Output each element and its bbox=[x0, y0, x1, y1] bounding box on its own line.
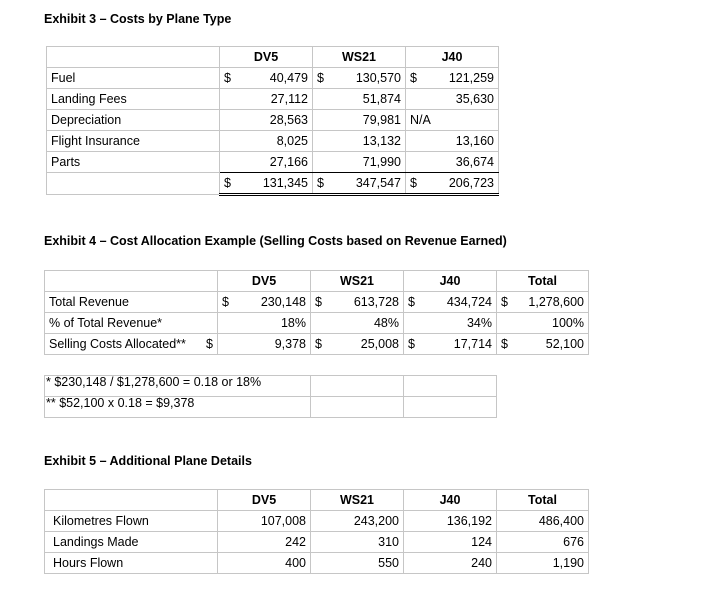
exhibit5-header-dv5: DV5 bbox=[218, 490, 311, 511]
table-row bbox=[45, 511, 589, 532]
cell-value: 676 bbox=[497, 532, 589, 553]
cell-value: 136,192 bbox=[404, 511, 497, 532]
cell-value: 9,378 bbox=[218, 334, 311, 355]
cell-value: 486,400 bbox=[497, 511, 589, 532]
total-value: 347,547 bbox=[355, 176, 401, 190]
row-label: Hours Flown bbox=[45, 553, 218, 574]
row-label: % of Total Revenue* bbox=[45, 313, 218, 334]
exhibit3-table bbox=[46, 46, 499, 196]
row-label: Parts bbox=[47, 152, 220, 173]
exhibit5-title: Exhibit 5 – Additional Plane Details bbox=[44, 454, 252, 468]
table-row bbox=[45, 292, 589, 313]
table-row bbox=[45, 553, 589, 574]
cell-value: 17,714 bbox=[453, 337, 492, 351]
row-label: Total Revenue bbox=[45, 292, 218, 313]
table-row bbox=[47, 110, 499, 131]
table-row bbox=[47, 68, 499, 89]
exhibit3-title: Exhibit 3 – Costs by Plane Type bbox=[44, 12, 232, 26]
dollar-sign: $ bbox=[317, 176, 324, 190]
cell-value: 8,025 bbox=[220, 131, 313, 152]
cell-value: 550 bbox=[311, 553, 404, 574]
exhibit5-table bbox=[44, 489, 589, 574]
exhibit5-header-ws21: WS21 bbox=[311, 490, 404, 511]
row-label: Depreciation bbox=[47, 110, 220, 131]
table-row bbox=[45, 334, 589, 355]
cell-value: 242 bbox=[218, 532, 311, 553]
dollar-sign: $ bbox=[315, 295, 322, 309]
dollar-sign: $ bbox=[408, 337, 415, 351]
cell-value: N/A bbox=[406, 110, 499, 131]
row-label bbox=[45, 334, 218, 355]
cell-value: 13,160 bbox=[406, 131, 499, 152]
exhibit4-header-total: Total bbox=[497, 271, 589, 292]
cell-value: 27,112 bbox=[220, 89, 313, 110]
cell-value: 1,278,600 bbox=[528, 295, 584, 309]
table-row bbox=[47, 152, 499, 173]
cell-value: 243,200 bbox=[311, 511, 404, 532]
cell-value: 35,630 bbox=[406, 89, 499, 110]
exhibit3-header-dv5: DV5 bbox=[220, 47, 313, 68]
exhibit4-header-ws21: WS21 bbox=[311, 271, 404, 292]
exhibit5-header-row bbox=[45, 490, 589, 511]
cell-value: 13,132 bbox=[313, 131, 406, 152]
cell-value: 48% bbox=[311, 313, 404, 334]
dollar-sign: $ bbox=[317, 71, 324, 85]
cell-value: 36,674 bbox=[406, 152, 499, 173]
exhibit3-header-ws21: WS21 bbox=[313, 47, 406, 68]
cell-value: 310 bbox=[311, 532, 404, 553]
exhibit3-header-row bbox=[47, 47, 499, 68]
cell-value: 613,728 bbox=[353, 295, 399, 309]
cell-value: 25,008 bbox=[360, 337, 399, 351]
cell-value: 400 bbox=[218, 553, 311, 574]
total-value: 131,345 bbox=[262, 176, 308, 190]
dollar-sign: $ bbox=[501, 337, 508, 351]
dollar-sign: $ bbox=[410, 176, 417, 190]
dollar-sign: $ bbox=[408, 295, 415, 309]
cell-value: 124 bbox=[404, 532, 497, 553]
row-label: Landing Fees bbox=[47, 89, 220, 110]
dollar-sign: $ bbox=[501, 295, 508, 309]
dollar-sign: $ bbox=[224, 176, 231, 190]
exhibit4-note-1: * $230,148 / $1,278,600 = 0.18 or 18% bbox=[46, 375, 262, 389]
exhibit4-header-dv5: DV5 bbox=[218, 271, 311, 292]
cell-value: 1,190 bbox=[497, 553, 589, 574]
row-label-text: Selling Costs Allocated** bbox=[49, 337, 186, 351]
cell-value: 121,259 bbox=[448, 71, 494, 85]
exhibit5-header-j40: J40 bbox=[404, 490, 497, 511]
cell-value: 100% bbox=[497, 313, 589, 334]
table-row bbox=[45, 313, 589, 334]
cell-value: 107,008 bbox=[218, 511, 311, 532]
total-value: 206,723 bbox=[448, 176, 494, 190]
cell-value: 28,563 bbox=[220, 110, 313, 131]
dollar-sign: $ bbox=[315, 337, 322, 351]
cell-value: 130,570 bbox=[355, 71, 401, 85]
dollar-sign: $ bbox=[224, 71, 231, 85]
exhibit4-header-j40: J40 bbox=[404, 271, 497, 292]
exhibit3-total-row bbox=[47, 173, 499, 195]
table-row bbox=[47, 89, 499, 110]
dollar-sign: $ bbox=[410, 71, 417, 85]
cell-value: 79,981 bbox=[313, 110, 406, 131]
cell-value: 40,479 bbox=[269, 71, 308, 85]
row-label: Flight Insurance bbox=[47, 131, 220, 152]
exhibit5-header-total: Total bbox=[497, 490, 589, 511]
cell-value: 27,166 bbox=[220, 152, 313, 173]
cell-value: 18% bbox=[218, 313, 311, 334]
cell-value: 434,724 bbox=[446, 295, 492, 309]
exhibit3-header-j40: J40 bbox=[406, 47, 499, 68]
cell-value: 51,874 bbox=[313, 89, 406, 110]
exhibit4-note-2: ** $52,100 x 0.18 = $9,378 bbox=[46, 396, 195, 410]
table-row bbox=[45, 532, 589, 553]
cell-value: 240 bbox=[404, 553, 497, 574]
row-label: Fuel bbox=[47, 68, 220, 89]
row-label: Landings Made bbox=[45, 532, 218, 553]
cell-value: 230,148 bbox=[260, 295, 306, 309]
exhibit4-header-row bbox=[45, 271, 589, 292]
dollar-sign: $ bbox=[222, 295, 229, 309]
row-label: Kilometres Flown bbox=[45, 511, 218, 532]
cell-value: 52,100 bbox=[545, 337, 584, 351]
dollar-sign: $ bbox=[206, 337, 213, 351]
cell-value: 71,990 bbox=[313, 152, 406, 173]
cell-value: 34% bbox=[404, 313, 497, 334]
table-row bbox=[47, 131, 499, 152]
exhibit4-title: Exhibit 4 – Cost Allocation Example (Selling Costs based on Revenue Earned) bbox=[44, 234, 507, 248]
